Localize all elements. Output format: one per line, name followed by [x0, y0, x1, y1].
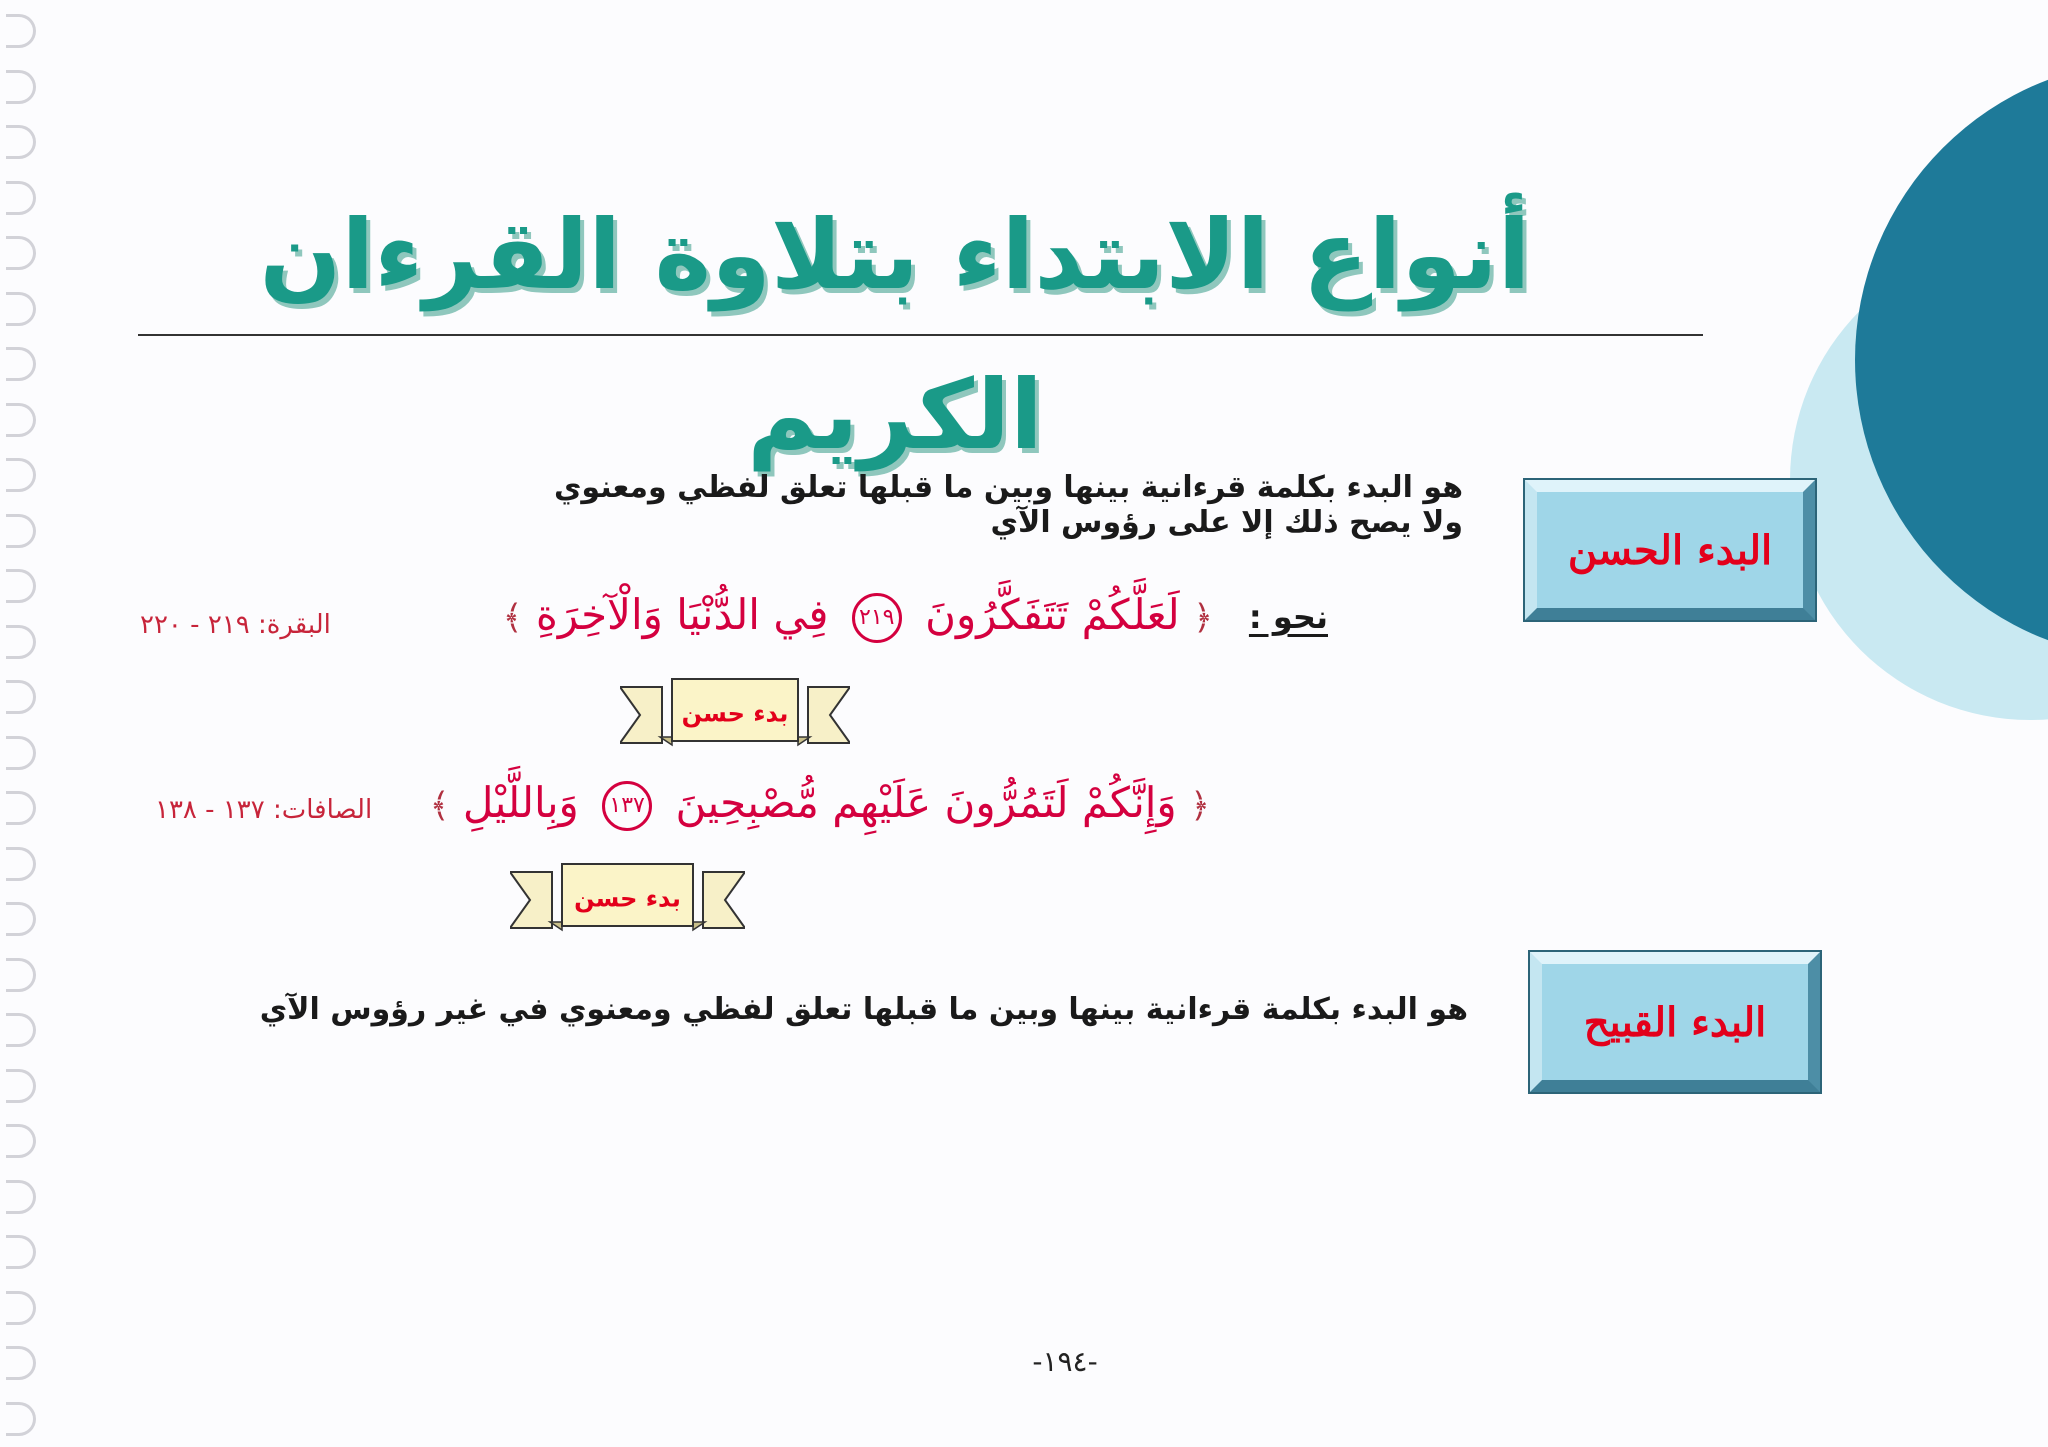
- ornament-close: ﴾: [429, 786, 450, 826]
- page-title: أنواع الابتداء بتلاوة القرءان الكريم: [259, 199, 1531, 471]
- ornament-open: ﴿: [1193, 598, 1213, 638]
- binding-ring: [6, 458, 36, 492]
- ayah-number-marker: ٢١٩: [852, 593, 902, 643]
- binding-ring: [6, 1346, 36, 1380]
- good-start-label: البدء الحسن: [1567, 526, 1773, 574]
- good-start-definition-line1: هو البدء بكلمة قرءانية بينها وبين ما قبلها تعلق لفظي ومعنوي: [553, 470, 1463, 505]
- binding-ring: [6, 847, 36, 881]
- binding-ring: [6, 125, 36, 159]
- binding-ring: [6, 1291, 36, 1325]
- title-divider: [138, 334, 1703, 336]
- badge-label: بدء حسن: [681, 699, 789, 728]
- good-start-label-box: [1525, 480, 1815, 620]
- binding-ring: [6, 181, 36, 215]
- binding-ring: [6, 958, 36, 992]
- good-start-definition-line2: ولا يصح ذلك إلا على رؤوس الآي: [990, 505, 1463, 540]
- binding-ring: [6, 902, 36, 936]
- binding-ring: [6, 736, 36, 770]
- ornament-close: ﴾: [502, 598, 523, 638]
- binding-ring: [6, 1124, 36, 1158]
- binding-ring: [6, 680, 36, 714]
- binding-ring: [6, 1180, 36, 1214]
- badge-label: بدء حسن: [574, 884, 681, 913]
- binding-ring: [6, 403, 36, 437]
- verse-text: فِي الدُّنْيَا وَالْآخِرَةِ: [535, 590, 829, 639]
- verse-example-2: [430, 778, 1210, 831]
- verse-text: وَبِاللَّيْلِ: [462, 778, 579, 827]
- binding-ring: [6, 569, 36, 603]
- binding-ring: [6, 791, 36, 825]
- bad-start-label-box: [1530, 952, 1820, 1092]
- binding-ring: [6, 70, 36, 104]
- page-number: -١٩٤-: [1032, 1345, 1098, 1378]
- binding-ring: [6, 1402, 36, 1436]
- binding-ring: [6, 236, 36, 270]
- binding-ring: [6, 1069, 36, 1103]
- badge-ribbon: [620, 675, 850, 755]
- bad-start-definition: هو البدء بكلمة قرءانية بينها وبين ما قبلها تعلق لفظي ومعنوي في غير رؤوس الآي: [259, 992, 1468, 1027]
- binding-ring: [6, 625, 36, 659]
- spiral-binding: [0, 0, 60, 1447]
- binding-ring: [6, 347, 36, 381]
- badge-ribbon: [510, 860, 745, 940]
- bad-start-label: البدء القبيح: [1583, 998, 1767, 1046]
- example-intro: نحو :: [1248, 598, 1328, 636]
- verse-text: لَعَلَّكُمْ تَتَفَكَّرُونَ: [925, 590, 1180, 639]
- verse-reference: البقرة: ٢١٩ - ٢٢٠: [140, 610, 331, 640]
- binding-ring: [6, 14, 36, 48]
- binding-ring: [6, 514, 36, 548]
- binding-ring: [6, 292, 36, 326]
- binding-ring: [6, 1235, 36, 1269]
- binding-ring: [6, 1013, 36, 1047]
- verse-reference: الصافات: ١٣٧ - ١٣٨: [155, 795, 373, 825]
- ornament-open: ﴿: [1190, 786, 1210, 826]
- verse-text: وَإِنَّكُمْ لَتَمُرُّونَ عَلَيْهِم مُّصْبِحِينَ: [675, 778, 1177, 827]
- verse-example-1: [503, 590, 1213, 643]
- ayah-number-marker: ١٣٧: [602, 781, 652, 831]
